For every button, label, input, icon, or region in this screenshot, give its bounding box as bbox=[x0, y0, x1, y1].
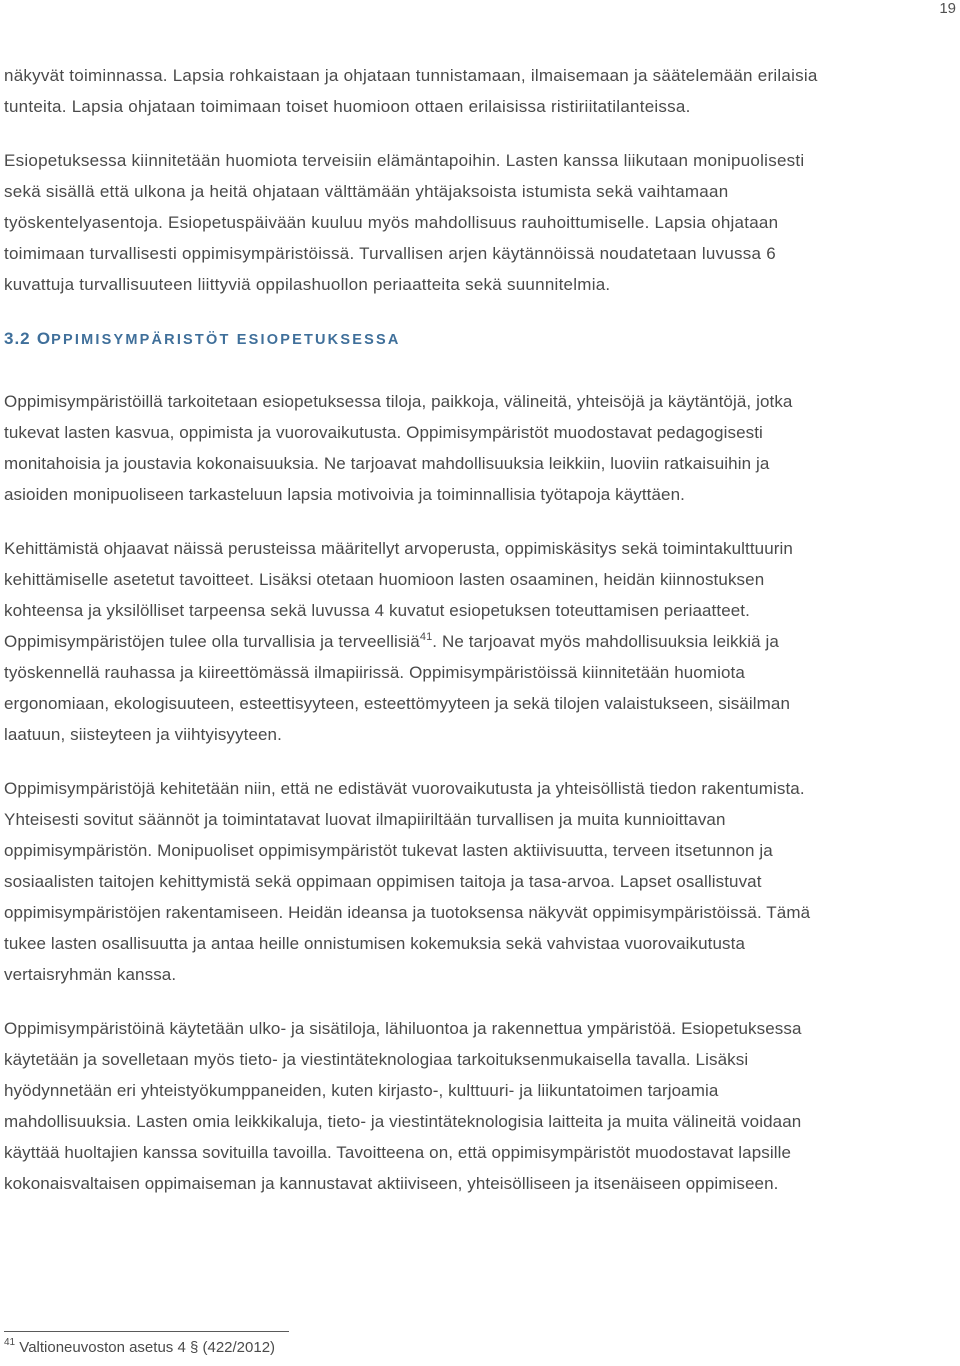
paragraph-definition bbox=[4, 386, 956, 510]
text-line: toimimaan turvallisesti oppimisympäristöissä. Turvallisen arjen käytännöissä noudatetaan luvussa 6 bbox=[4, 244, 776, 263]
text-line: tukee lasten osallisuutta ja antaa heille onnistumisen kokemuksia sekä vahvistaa vuorovaikutusta bbox=[4, 934, 746, 953]
paragraph-healthy-lifestyle bbox=[4, 145, 956, 300]
text-line: vertaisryhmän kanssa. bbox=[4, 965, 177, 984]
section-title-initial: O bbox=[36, 329, 52, 348]
text-line: kuvattuja turvallisuuteen liittyviä oppilashuollon periaatteita sekä suunnitelmia. bbox=[4, 275, 611, 294]
footnote-divider bbox=[4, 1331, 289, 1332]
section-title: PPIMISYMPÄRISTÖT ESIOPETUKSESSA bbox=[51, 332, 401, 348]
text-line: Oppimisympäristöinä käytetään ulko- ja sisätiloja, lähiluontoa ja rakennettua ympäristöä. Esiopetuksessa bbox=[4, 1019, 802, 1038]
paragraph-emotions bbox=[4, 60, 956, 122]
text-line: Oppimisympäristöjä kehitetään niin, että ne edistävät vuorovaikutusta ja yhteisöllistä tiedon rakentumista. bbox=[4, 779, 805, 798]
text-line: käytetään ja sovelletaan myös tieto- ja viestintäteknologiaa tarkoituksenmukaisella tavalla. Lisäksi bbox=[4, 1050, 749, 1069]
text-line: kohteensa ja yksilölliset tarpeensa sekä luvussa 4 kuvatut esiopetuksen toteuttamisen periaatteet. bbox=[4, 601, 750, 620]
text-line: laatuun, siisteyteen ja viihtyisyyteen. bbox=[4, 725, 282, 744]
paragraph-interaction bbox=[4, 773, 956, 990]
text-line: monitahoisia ja joustavia kokonaisuuksia. Ne tarjoavat mahdollisuuksia leikkiin, luoviin ratkaisuihin ja bbox=[4, 454, 770, 473]
footnote-number: 41 bbox=[4, 1337, 16, 1348]
text-line: työskentelyasentoja. Esiopetuspäivään kuuluu myös mahdollisuus rauhoittumiselle. Lapsia ohjataan bbox=[4, 213, 779, 232]
text-line: Oppimisympäristöillä tarkoitetaan esiopetuksessa tiloja, paikkoja, välineitä, yhteisöjä ja käytäntöjä, jotka bbox=[4, 392, 793, 411]
section-number: 3.2 bbox=[4, 329, 31, 348]
page-number: 19 bbox=[939, 0, 956, 17]
text-line: Esiopetuksessa kiinnitetään huomiota terveisiin elämäntapoihin. Lasten kanssa liikutaan monipuolisesti bbox=[4, 151, 805, 170]
text-line: työskennellä rauhassa ja kiireettömässä ilmapiirissä. Oppimisympäristöissä kiinnitetään huomiota bbox=[4, 663, 745, 682]
text-line: tunteita. Lapsia ohjataan toimimaan toiset huomioon ottaen erilaisissa ristiriitatilanteissa. bbox=[4, 97, 691, 116]
text-line: Yhteisesti sovitut säännöt ja toimintatavat luovat ilmapiiriltään turvallisen ja muita kunnioittavan bbox=[4, 810, 726, 829]
section-heading bbox=[4, 323, 956, 356]
text-line: mahdollisuuksia. Lasten omia leikkikaluja, tieto- ja viestintäteknologisia laitteita ja muita välineitä voidaan bbox=[4, 1112, 802, 1131]
footnote bbox=[4, 1338, 275, 1358]
text-segment: Oppimisympäristöjen tulee olla turvallisia ja terveellisiä bbox=[4, 632, 420, 651]
footnote-reference[interactable]: 41 bbox=[419, 631, 433, 643]
paragraph-development bbox=[4, 533, 956, 750]
text-line: kehittämiselle asetetut tavoitteet. Lisäksi otetaan huomioon lasten osaaminen, heidän kiinnostuksen bbox=[4, 570, 765, 589]
text-line: sekä sisällä että ulkona ja heitä ohjataan välttämään yhtäjaksoista istumista sekä vaihtamaan bbox=[4, 182, 729, 201]
text-line: kokonaisvaltaisen oppimaiseman ja kannustavat aktiiviseen, yhteisölliseen ja itsenäiseen oppimiseen. bbox=[4, 1174, 779, 1193]
text-line: näkyvät toiminnassa. Lapsia rohkaistaan ja ohjataan tunnistamaan, ilmaisemaan ja säätelemään erilaisia bbox=[4, 66, 818, 85]
text-line: oppimisympäristön. Monipuoliset oppimisympäristöt tukevat lasten aktiivisuutta, terveen itsetunnon ja bbox=[4, 841, 773, 860]
page-content bbox=[4, 60, 956, 1199]
text-line: ergonomiaan, ekologisuuteen, esteettisyyteen, esteettömyyteen ja sekä tilojen valaistukseen, sisäilman bbox=[4, 694, 791, 713]
text-line: käyttää huoltajien kanssa sovituilla tavoilla. Tavoitteena on, että oppimisympäristöt muodostavat lapsille bbox=[4, 1143, 792, 1162]
footnote-text: Valtioneuvoston asetus 4 § (422/2012) bbox=[19, 1339, 276, 1356]
text-line: sosiaalisten taitojen kehittymistä sekä oppimaan oppimisen taitoja ja tasa-arvoa. Lapset osallistuvat bbox=[4, 872, 762, 891]
text-line: oppimisympäristöjen rakentamiseen. Heidän ideansa ja tuotoksensa näkyvät oppimisympäristöissä. Tämä bbox=[4, 903, 811, 922]
text-line: tukevat lasten kasvua, oppimista ja vuorovaikutusta. Oppimisympäristöt muodostavat pedagogisesti bbox=[4, 423, 763, 442]
text-line: hyödynnetään eri yhteistyökumppaneiden, kuten kirjasto-, kulttuuri- ja liikuntatoimen tarjoamia bbox=[4, 1081, 719, 1100]
text-line: asioiden monipuoliseen tarkasteluun lapsia motivoivia ja toiminnallisia työtapoja käyttäen. bbox=[4, 485, 685, 504]
paragraph-learning-environments bbox=[4, 1013, 956, 1199]
text-line-with-footnote bbox=[4, 626, 956, 657]
text-line: Kehittämistä ohjaavat näissä perusteissa määritellyt arvoperusta, oppimiskäsitys sekä toimintakulttuurin bbox=[4, 539, 793, 558]
text-segment: . Ne tarjoavat myös mahdollisuuksia leikkiä ja bbox=[432, 632, 779, 651]
